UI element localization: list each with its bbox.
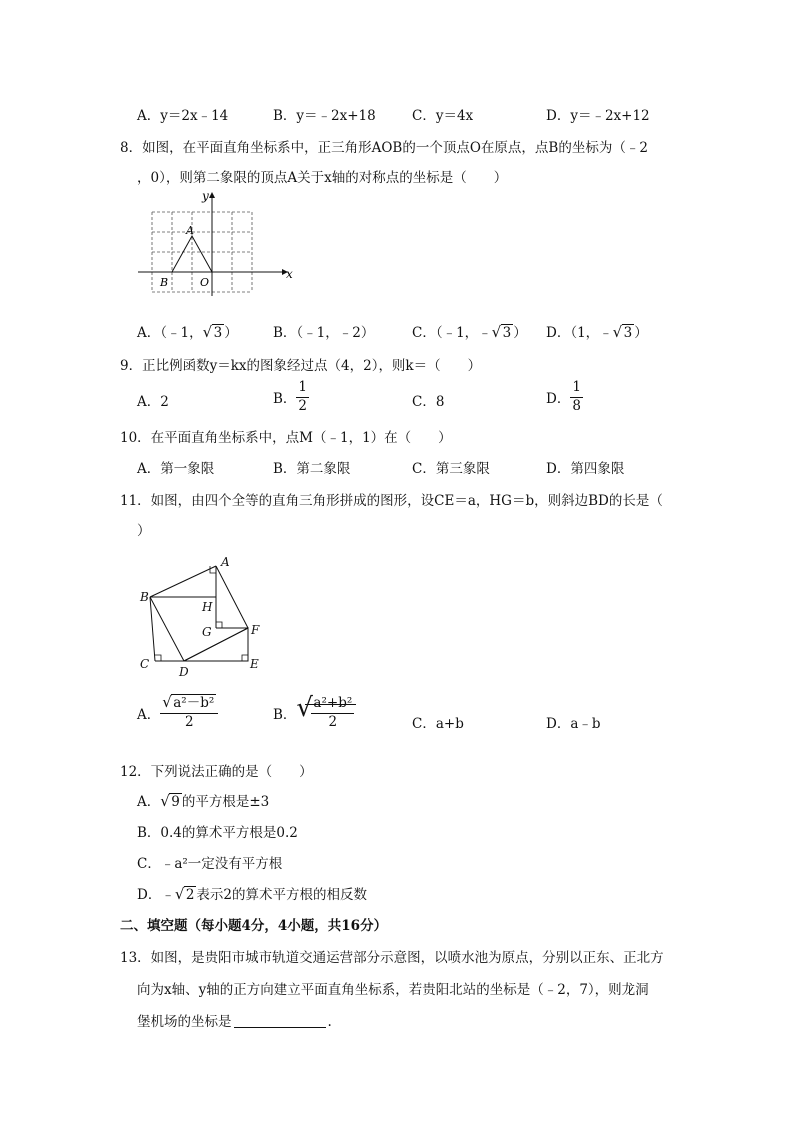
q8-option-c (412, 321, 527, 341)
q12-option-d-post: 表示2的算术平方根的相反数 (196, 887, 368, 903)
q11-label-c: C (140, 657, 150, 671)
sqrt-icon: √ $\frac{\text{a²+b²}}{2}$ (296, 697, 356, 729)
q10-option-d: D．第四象限 (546, 461, 625, 477)
q11-edge-bd (150, 597, 184, 661)
fraction (311, 697, 354, 729)
q11-option-b (273, 693, 356, 730)
q11-label-d: D (179, 665, 189, 679)
q8-stem-line2: ，0），则第二象限的顶点A关于x轴的对称点的坐标是（ ） (137, 170, 508, 186)
q8-point-a-label: A (186, 224, 194, 237)
q8-figure (134, 186, 304, 298)
numerator: 1 (570, 381, 583, 398)
q10-option-a: A．第一象限 (137, 461, 215, 477)
q12-option-d-pre: D．﹣ (137, 887, 175, 903)
denominator: 2 (298, 397, 308, 414)
sqrt-icon: √ 3 (202, 323, 223, 341)
q11-option-a-label: A． (137, 707, 161, 723)
q13-stem-line3-post: . (327, 1014, 332, 1030)
fraction (296, 381, 309, 413)
q11-stem-line1: 11．如图，由四个全等的直角三角形拼成的图形，设CE＝a，HG＝b，则斜边BD的长是（ (120, 493, 663, 509)
denominator: 2 (184, 713, 194, 730)
q8-option-d-rad: 3 (623, 325, 633, 341)
q11-right-angle-mark (242, 655, 248, 661)
section-heading-fill-in: 二、填空题（每小题4分，4小题，共16分） (120, 918, 388, 934)
sqrt-icon: √ a²－b² (162, 693, 215, 711)
q11-stem-line2: ） (137, 523, 151, 539)
q11-right-angle-mark (155, 655, 161, 661)
q11-edge-df (184, 628, 248, 661)
q8-option-a (137, 321, 238, 341)
q10-option-c: C．第三象限 (412, 461, 490, 477)
q11-edge-bc (150, 597, 155, 661)
q9-option-b (273, 381, 309, 413)
q12-option-b: B．0.4的算术平方根是0.2 (137, 825, 298, 841)
q8-x-label: x (286, 267, 293, 281)
q7-option-b: B．y＝﹣2x+18 (273, 108, 376, 124)
q11-option-b-label: B． (273, 707, 297, 723)
sqrt-icon: √ 3 (491, 323, 512, 341)
q11-figure (136, 550, 266, 680)
q8-option-c-rad: 3 (502, 325, 512, 341)
numerator (160, 693, 218, 714)
q8-option-c-post: ） (513, 325, 527, 341)
q12-option-a-pre: A． (137, 794, 161, 810)
q11-edge-af (216, 566, 248, 628)
q8-option-a-post: ） (224, 325, 238, 341)
q8-option-d (546, 321, 648, 341)
q11-label-e: E (250, 657, 259, 671)
q11-edge-ba (150, 566, 216, 597)
fraction (160, 693, 218, 730)
q8-option-b: B．（﹣1，﹣2） (273, 325, 375, 341)
q12-option-a-rad: 9 (171, 794, 180, 810)
q7-option-c: C．y＝4x (412, 108, 474, 124)
q11-option-c: C．a+b (412, 716, 464, 732)
q11-label-f: F (251, 623, 260, 637)
q11-label-a: A (221, 555, 230, 569)
q11-right-angle-mark (216, 622, 222, 628)
q7-option-d: D．y＝﹣2x+12 (546, 108, 650, 124)
q9-option-b-label: B． (273, 391, 297, 407)
q9-option-a: A．2 (137, 394, 169, 410)
fraction (570, 381, 583, 413)
q12-option-d-rad: 2 (185, 887, 195, 903)
q13-stem-line3 (137, 1010, 332, 1030)
q8-y-arrow (209, 192, 215, 198)
q11-label-h: H (202, 600, 213, 614)
q10-stem: 10．在平面直角坐标系中，点M（﹣1，1）在（ ） (120, 430, 452, 446)
q11-option-b-rad: a²+b² (311, 697, 354, 714)
q8-point-o-label: O (200, 276, 210, 289)
q8-option-d-post: ） (634, 325, 648, 341)
q9-option-d-label: D． (546, 391, 571, 407)
sqrt-icon: √ 9 (160, 792, 180, 810)
q10-option-b: B．第二象限 (273, 461, 351, 477)
q8-stem-line1: 8．如图，在平面直角坐标系中，正三角形AOB的一个顶点O在原点，点B的坐标为（﹣2 (120, 140, 648, 156)
q8-option-d-pre: D．（1，﹣ (546, 325, 613, 341)
q8-point-b-label: B (160, 276, 169, 289)
q8-option-c-pre: C．（﹣1，﹣ (412, 325, 492, 341)
q8-y-label: y (202, 189, 209, 203)
q12-stem: 12．下列说法正确的是（ ） (120, 764, 313, 780)
q11-option-a-rad: a²－b² (173, 695, 215, 711)
q13-stem-line2: 向为x轴、y轴的正方向建立平面直角坐标系，若贵阳北站的坐标是（﹣2，7），则龙洞 (137, 982, 649, 998)
q12-option-c: C．﹣a²一定没有平方根 (137, 856, 283, 872)
q8-option-a-rad: 3 (213, 325, 223, 341)
answer-blank[interactable] (234, 1027, 326, 1028)
sqrt-icon: √ 2 (174, 885, 195, 903)
q13-stem-line3-pre: 堡机场的坐标是 (137, 1014, 232, 1030)
q11-label-g: G (202, 625, 212, 639)
q11-option-d: D．a﹣b (546, 716, 601, 732)
q11-option-a (137, 693, 218, 730)
denominator: 2 (328, 713, 338, 730)
q12-option-a-post: 的平方根是±3 (181, 794, 270, 810)
q8-option-a-pre: A．（﹣1， (137, 325, 203, 341)
sqrt-icon: √ 3 (612, 323, 633, 341)
q7-option-a: A．y＝2x﹣14 (137, 108, 229, 124)
q12-option-d (137, 883, 367, 903)
denominator: 8 (572, 397, 581, 414)
q11-label-b: B (140, 590, 149, 604)
q9-stem: 9．正比例函数y＝kx的图象经过点（4，2），则k＝（ ） (120, 358, 482, 374)
q9-option-d (546, 381, 583, 413)
q13-stem-line1: 13．如图，是贵阳市城市轨道交通运营部分示意图，以喷水池为原点，分别以正东、正北方 (120, 950, 664, 966)
q9-option-c: C．8 (412, 394, 445, 410)
numerator: 1 (296, 381, 309, 398)
q12-option-a (137, 790, 269, 810)
